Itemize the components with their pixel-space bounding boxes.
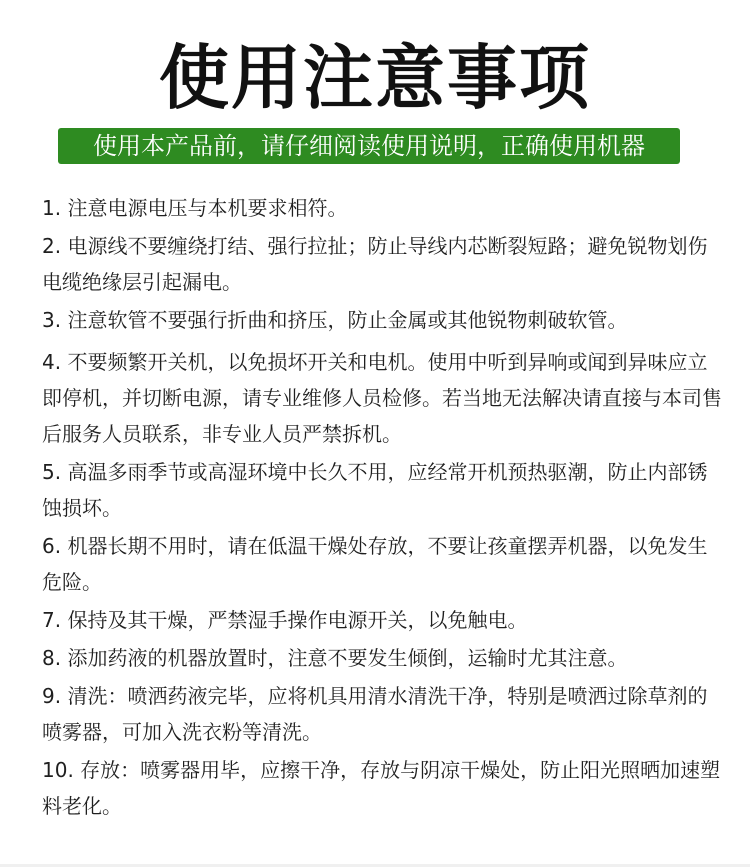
page-title: 使用注意事项	[159, 37, 591, 119]
list-item-5: 5. 高温多雨季节或高湿环境中长久不用，应经常开机预热驱潮，防止内部锈蚀损坏。	[42, 460, 708, 520]
list-item-1: 1. 注意电源电压与本机要求相符。	[42, 196, 348, 220]
list-item-6: 6. 机器长期不用时，请在低温干燥处存放，不要让孩童摆弄机器，以免发生危险。	[42, 534, 708, 594]
list-item-2: 2. 电源线不要缠绕打结、强行拉扯；防止导线内芯断裂短路；避免锐物划伤电缆绝缘层引起漏电。	[42, 234, 708, 294]
list-item-7: 7. 保持及其干燥，严禁湿手操作电源开关，以免触电。	[42, 608, 528, 632]
notice-banner: 使用本产品前，请仔细阅读使用说明，正确使用机器	[58, 128, 680, 164]
list-item-4: 4. 不要频繁开关机，以免损坏开关和电机。使用中听到异响或闻到异味应立即停机，并切断电源，请专业维修人员检修。若当地无法解决请直接与本司售后服务人员联系，非专业人员严禁拆机。	[42, 350, 722, 446]
precautions-list	[42, 190, 722, 826]
list-item-3: 3. 注意软管不要强行折曲和挤压，防止金属或其他锐物刺破软管。	[42, 308, 628, 332]
list-item-10: 10. 存放：喷雾器用毕，应擦干净，存放与阴凉干燥处，防止阳光照晒加速塑料老化。	[42, 758, 721, 818]
list-item-8: 8. 添加药液的机器放置时，注意不要发生倾倒，运输时尤其注意。	[42, 646, 628, 670]
list-item-9: 9. 清洗：喷洒药液完毕，应将机具用清水清洗干净，特别是喷洒过除草剂的喷雾器，可加入洗衣粉等清洗。	[42, 684, 708, 744]
